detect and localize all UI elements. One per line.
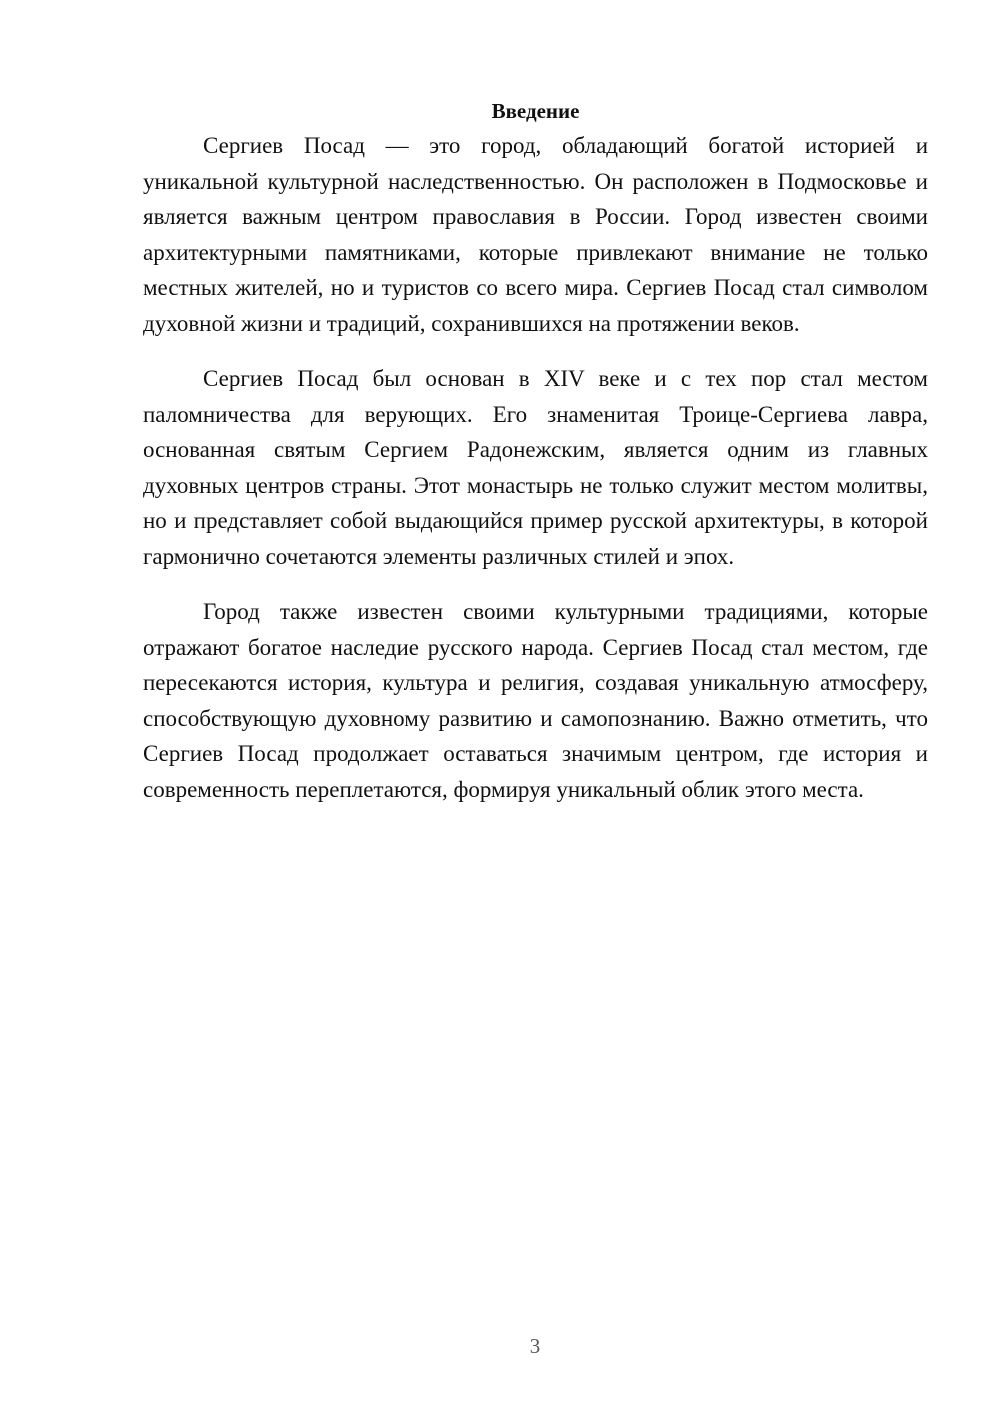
paragraph-3: Город также известен своими культурными традициями, которые отражают богатое наследие русского народа. Сергиев Посад стал местом, где пересекаются история, культура и религия, создавая уникальную атмосферу, способствующую духовному развитию и самопознанию. Важно отметить, что Сергиев Посад продолжает оставаться значимым центром, где история и современность переплетаются, формируя уникальный облик этого места. xyxy=(143,599,928,802)
page-content xyxy=(143,96,928,827)
paragraph-2: Сергиев Посад был основан в XIV веке и с тех пор стал местом паломничества для верующих. Его знаменитая Троице-Сергиева лавра, основанная святым Сергием Радонежским, является одним из главных духовных центров страны. Этот монастырь не только служит местом молитвы, но и представляет собой выдающийся пример русской архитектуры, в которой гармонично сочетаются элементы различных стилей и эпох. xyxy=(143,366,928,569)
section-title: Введение xyxy=(491,99,580,123)
page-number: 3 xyxy=(529,1334,541,1358)
paragraph-1: Сергиев Посад — это город, обладающий богатой историей и уникальной культурной наследственностью. Он расположен в Подмосковье и является важным центром православия в России. Город известен своими архитектурными памятниками, которые привлекают внимание не только местных жителей, но и туристов со всего мира. Сергиев Посад стал символом духовной жизни и традиций, сохранившихся на протяжении веков. xyxy=(143,133,928,336)
